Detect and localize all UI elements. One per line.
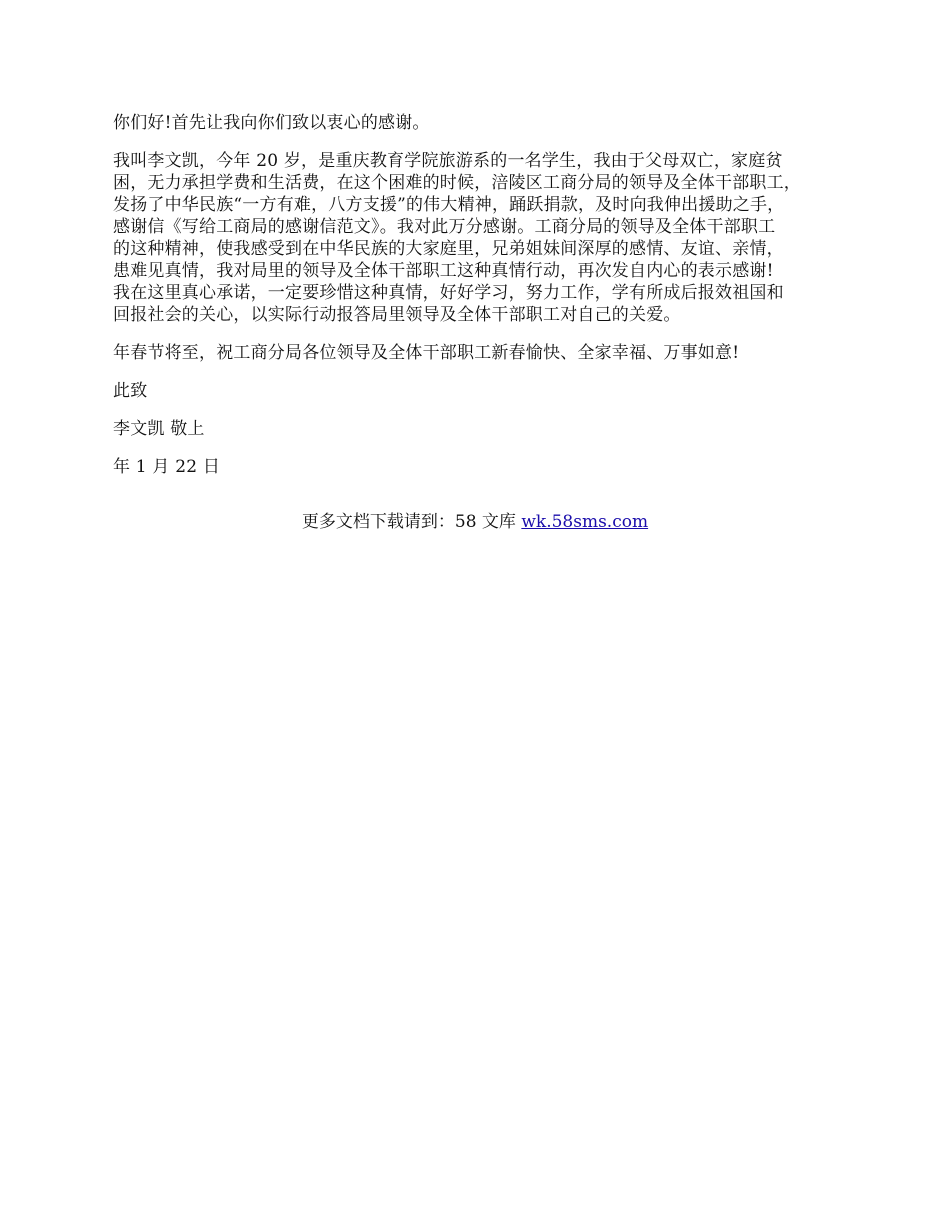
signature: 李文凯 敬上 [113, 419, 205, 439]
body-line: 困，无力承担学费和生活费，在这个困难的时候，涪陵区工商分局的领导及全体干部职工， [113, 173, 801, 193]
letter [113, 112, 853, 494]
body-line: 发扬了中华民族“一方有难，八方支援”的伟大精神，踊跃捐款，及时向我伸出援助之手， [113, 195, 785, 215]
body-line: 患难见真情，我对局里的领导及全体干部职工这种真情行动，再次发自内心的表示感谢! [113, 261, 774, 281]
body-line: 我叫李文凯，今年 20 岁，是重庆教育学院旅游系的一名学生，我由于父母双亡，家庭贫 [113, 151, 783, 171]
letter-body [113, 150, 853, 326]
body-line: 回报社会的关心，以实际行动报答局里领导及全体干部职工对自己的关爱。 [113, 305, 681, 325]
letter-date: 年 1 月 22 日 [113, 457, 221, 477]
footer-link[interactable]: wk.58sms.com [521, 512, 649, 532]
wishes: 年春节将至，祝工商分局各位领导及全体干部职工新春愉快、全家幸福、万事如意! [113, 343, 740, 363]
body-line: 感谢信《写给工商局的感谢信范文》。我对此万分感谢。工商分局的领导及全体干部职工 [113, 217, 776, 237]
closing: 此致 [113, 381, 148, 401]
body-line: 我在这里真心承诺，一定要珍惜这种真情，好好学习，努力工作，学有所成后报效祖国和 [113, 283, 784, 303]
greeting: 你们好!首先让我向你们致以衷心的感谢。 [113, 113, 430, 133]
download-footer [0, 511, 950, 533]
body-line: 的这种精神，使我感受到在中华民族的大家庭里，兄弟姐妹间深厚的感情、友谊、亲情， [113, 239, 784, 259]
footer-text: 更多文档下载请到：58 文库 [301, 512, 522, 532]
